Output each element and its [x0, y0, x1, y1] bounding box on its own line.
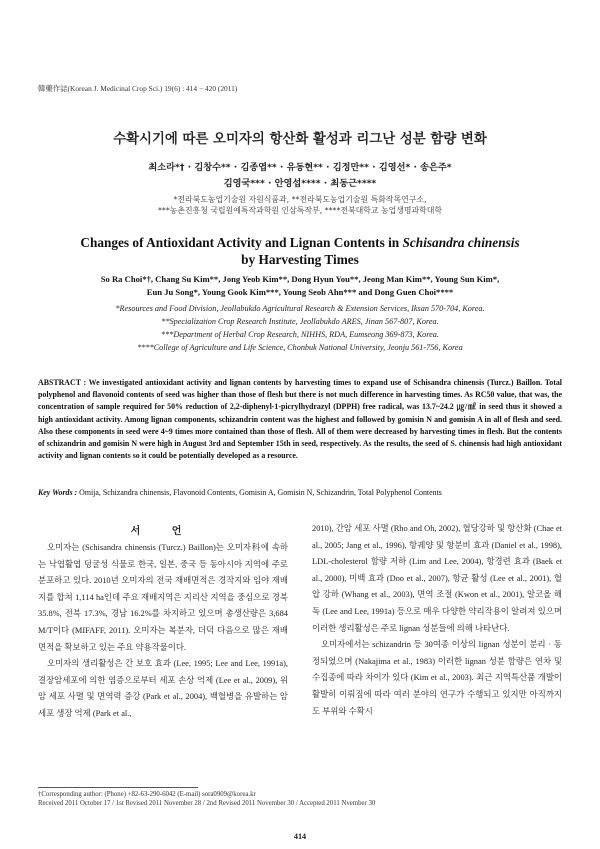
received-dates: Received 2011 October 17 / 1st Revised 2011 November 28 / 2nd Revised 2011 November 30 / Accepted 2011 Nvember 30 [38, 800, 376, 808]
korean-affiliation-line-2: ***농촌진흥청 국립원예특작과학원 인삼특작부, ****전북대학교 농업생명과학대학 [157, 206, 443, 215]
body-column-right [312, 521, 562, 720]
footnote-divider [38, 787, 198, 788]
body-paragraph: 2010), 간암 세포 사멸 (Rho and Oh, 2002), 혈당강하 및 항산화 (Chae et al., 2005; Jang et al., 1996), 항궤양 및 항분비 효과 (Daniel et al., 1998), LDL-cholesterol 함량 저하 (Lim and Lee, 2004), 항경련 효과 (Baek et al., 2000), 미백 효과 (Doo et al., 2007), 항균 활성 (Lee et al., 2001), 혈압 강하 (Whang et al., 2003), 면역 조절 (Kwon et al., 2001), 알코올 해독 (Lee and Lee, 1991a) 등으로 매우 다양한 약리작용이 알려져 있으며 이러한 생리활성은 주로 lignan 성분들에 의해 나타난다. [312, 524, 562, 633]
abstract [38, 377, 562, 462]
english-title-line-2: by Harvesting Times [241, 252, 359, 267]
korean-affiliation-line-1: *전라북도농업기술원 자원식품과, **전라북도농업기술원 특화작목연구소, [173, 195, 427, 204]
section-heading-introduction: 서 언 [130, 526, 196, 537]
abstract-text: We investigated antioxidant activity and lignan contents by harvesting times to expand use of Schisandra chinensis (Turcz.) Baillon. Total polyphenol and flavonoid contents of seed was higher than those of flesh but there is not much difference in harvesting times. As RC50 value, that was, the concentration of sample required for 50% reduction of 2,2-diphenyl-1-picrylhydrazyl (DPPH) free radical, was 13.7~24.2 ㎍/㎖ in seed thus it showed a high antioxidant activity. Among lignan components, schizandrin content was the highest and followed by gomisin N and gomisin A in all of flesh and seed. Also these components in seed were 4~9 times more contained than those of flesh. All of them were decreased by harvesting times in flesh. But the contents of schizandrin and gomisin N were high in August 3rd and September 15th in seed, respectively. As the results, the seed of S. chinensis had high antioxidant activity and lignan contents so it could be potentially developed as a resource. [38, 378, 562, 461]
english-affiliation-4: ****College of Agriculture and Life Science, Chonbuk National University, Jeonju 561-756, Korea [137, 343, 463, 352]
keywords-text: Omija, Schizandra chinensis, Flavonoid Contents, Gomisin A, Gomisin N, Schizandrin, Total Polyphenol Contents [79, 488, 442, 497]
korean-authors-line-2: 김영국*** · 안영섭**** · 최동근**** [223, 178, 377, 189]
english-title-main: Changes of Antioxidant Activity and Lignan Contents in [80, 235, 403, 250]
keywords [38, 487, 562, 499]
body-paragraph: 오미자에서는 schizandrin 등 30여종 이상의 lignan 성분이 분리 · 동정되었으며 (Nakajima et al., 1983) 이러한 lignan 성분 함량은 연차 및 수집종에 따라 차이가 있다 (Kim et al., 2003). 최근 지역특산품 개발이 활발히 이뤄짐에 따라 여러 분야의 연구가 수행되고 있지만 아직까지도 부위와 수확시 [312, 640, 562, 716]
english-authors-line-2: Eun Ju Song*, Young Gook Kim***, Young Seob Ahn*** and Dong Guen Choi**** [146, 287, 454, 297]
english-authors [0, 273, 600, 299]
abstract-label: ABSTRACT : [38, 378, 87, 387]
korean-title: 수확시기에 따른 오미자의 항산화 활성과 리그난 성분 함량 변화 [113, 132, 487, 147]
page-number: 414 [293, 832, 307, 841]
english-authors-line-1: So Ra Choi*†, Chang Su Kim**, Jong Yeob Kim**, Dong Hyun You**, Jeong Man Kim**, Young Sun Kim*, [100, 274, 500, 284]
keywords-label: Key Words : [38, 488, 78, 497]
english-title [0, 234, 600, 268]
body-column-left [38, 540, 288, 723]
body-paragraph: 오미자는 (Schisandra chinensis (Turcz.) Baillon)는 오미자科에 속하는 낙엽활엽 덩굴성 식물로 한국, 일본, 중국 등 동아시아 지역에 주로 분포하고 있다. 2010년 오미자의 전국 재배면적은 경작지와 임야 재배지를 합쳐 1,114 ha인데 주요 재배지역은 지리산 지역을 중심으로 경북 35.8%, 전북 17.3%, 경남 16.2%를 차지하고 있으며 총생산량은 3,684 M/T이다 (MIFAFF, 2011). 오미자는 복분자, 더덕 다음으로 많은 재배면적을 확보하고 있는 주요 약용작물이다. [38, 543, 288, 652]
english-affiliation-3: ***Department of Herbal Crop Research, NIHHS, RDA, Eumseong 369-873, Korea. [161, 330, 439, 339]
korean-authors [0, 160, 600, 192]
korean-authors-line-1: 최소라*† · 김창수** · 김종엽** · 유동현** · 김정만** · 김영선* · 송은주* [148, 162, 452, 173]
english-affiliation-2: **Specialization Crop Research Institute, Jeollabukdo ARES, Jinan 567-807, Korea. [161, 317, 439, 326]
english-title-line-1 [0, 234, 600, 251]
journal-header: 韓藥作誌(Korean J. Medicinal Crop Sci.) 19(6) : 414 − 420 (2011) [38, 84, 238, 93]
korean-affiliations [0, 194, 600, 216]
english-affiliation-1: *Resources and Food Division, Jeollabukdo Agricultural Research & Extension Services, Iksan 570-704, Korea. [115, 304, 485, 313]
corresponding-author: †Corresponding author: (Phone) +82-63-290-6042 (E-mail) sora0909@korea.kr [38, 791, 256, 798]
body-paragraph: 오미자의 생리활성은 간 보호 효과 (Lee, 1995; Lee and Lee, 1991a), 결장암세포에 의한 염증으로부터 세포 손상 억제 (Lee et al., 2009), 위암 세포 사멸 및 면역력 증강 (Park et al., 2004), 백혈병을 유발하는 암세포 생장 억제 (Park et al., [38, 659, 288, 718]
english-affiliations [0, 302, 600, 354]
footnote [38, 790, 562, 809]
english-title-species: Schisandra chinensis [402, 235, 520, 250]
